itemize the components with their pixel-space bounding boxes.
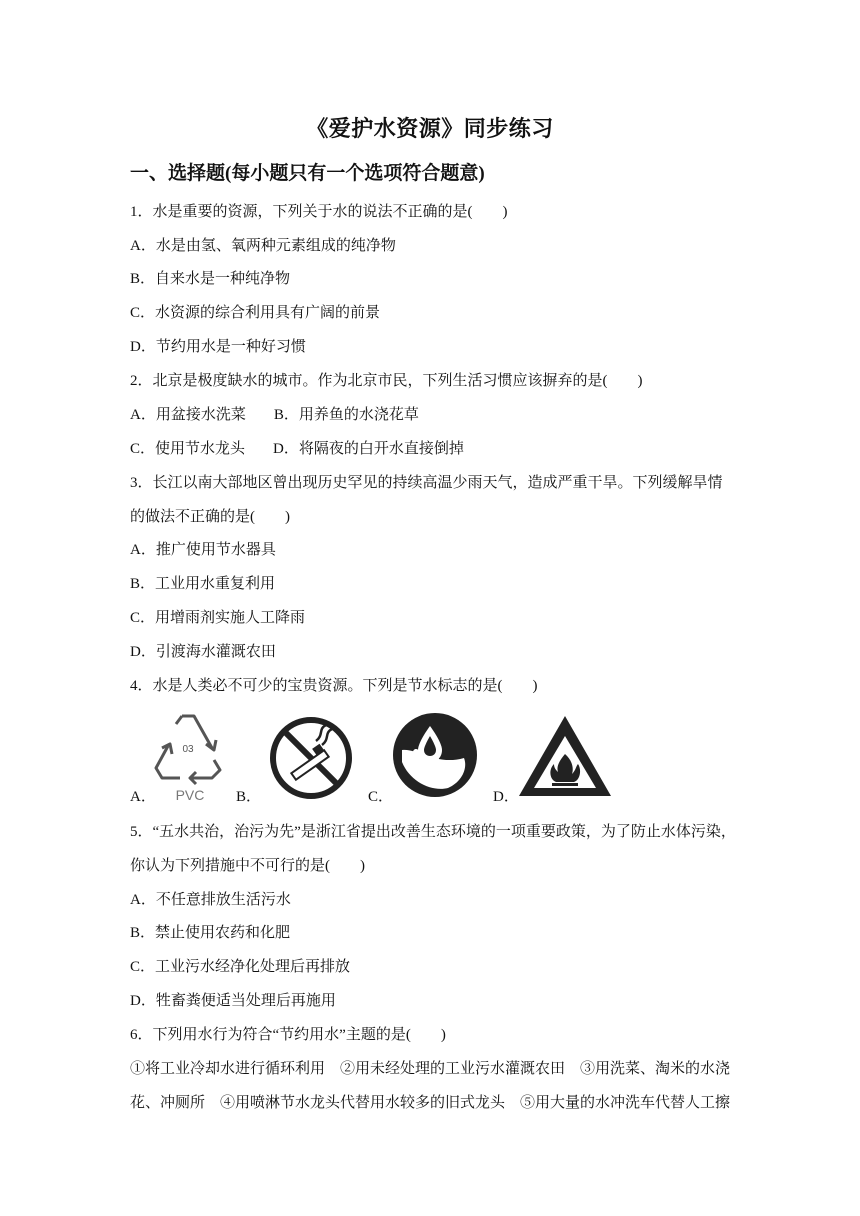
q4-stem: 4．水是人类必不可少的宝贵资源。下列是节水标志的是( ) xyxy=(130,678,538,694)
q5-option-d: D．牲畜粪便适当处理后再施用 xyxy=(130,993,336,1009)
q4-option-d-label: D． xyxy=(493,789,519,805)
q4-option-b-label: B． xyxy=(236,789,262,805)
recycle-icon xyxy=(150,708,226,804)
q3-stem-line1: 3．长江以南大部地区曾出现历史罕见的持续高温少雨天气，造成严重干旱。下列缓解旱情 xyxy=(130,475,723,491)
q1-option-b: B．自来水是一种纯净物 xyxy=(130,271,291,287)
water-saving-icon xyxy=(392,712,478,798)
recycle-label: PVC xyxy=(175,787,205,803)
flammable-warning-icon xyxy=(516,712,614,800)
q2-option-b: B．用养鱼的水浇花草 xyxy=(273,407,419,423)
q6-stem: 6．下列用水行为符合“节约用水”主题的是( ) xyxy=(130,1027,446,1043)
q5-option-b: B．禁止使用农药和化肥 xyxy=(130,925,291,941)
no-smoking-icon xyxy=(268,715,354,801)
q1-option-a: A．水是由氢、氧两种元素组成的纯净物 xyxy=(130,238,396,254)
q5-stem-line2: 你认为下列措施中不可行的是( ) xyxy=(130,858,365,874)
q5-option-c: C．工业污水经净化处理后再排放 xyxy=(130,959,351,975)
q2-option-d: D．将隔夜的白开水直接倒掉 xyxy=(273,441,464,457)
q6-statements-line1: ①将工业冷却水进行循环利用 ②用未经处理的工业污水灌溉农田 ③用洗菜、淘米的水浇 xyxy=(130,1061,731,1077)
q5-option-a: A．不任意排放生活污水 xyxy=(130,892,291,908)
recycle-code: 03 xyxy=(182,744,194,755)
q1-option-c: C．水资源的综合利用具有广阔的前景 xyxy=(130,305,381,321)
q2-option-a: A．用盆接水洗菜 xyxy=(130,407,246,423)
page-title: 《爱护水资源》同步练习 xyxy=(306,116,554,141)
q1-option-d: D．节约用水是一种好习惯 xyxy=(130,339,306,355)
section-heading: 一、选择题(每小题只有一个选项符合题意) xyxy=(130,163,485,184)
q4-option-c-label: C． xyxy=(368,789,394,805)
q2-options-ab xyxy=(130,405,419,425)
q2-stem: 2．北京是极度缺水的城市。作为北京市民，下列生活习惯应该摒弃的是( ) xyxy=(130,373,643,389)
q3-option-c: C．用增雨剂实施人工降雨 xyxy=(130,610,306,626)
q3-option-d: D．引渡海水灌溉农田 xyxy=(130,644,276,660)
q2-option-c: C．使用节水龙头 xyxy=(130,441,246,457)
q5-stem-line1: 5．“五水共治，治污为先”是浙江省提出改善生态环境的一项重要政策，为了防止水体污染， xyxy=(130,824,736,840)
q4-option-a-label: A． xyxy=(130,789,156,805)
q3-stem-line2: 的做法不正确的是( ) xyxy=(130,509,290,525)
q3-option-a: A．推广使用节水器具 xyxy=(130,542,276,558)
q1-stem: 1．水是重要的资源，下列关于水的说法不正确的是( ) xyxy=(130,204,508,220)
q3-option-b: B．工业用水重复利用 xyxy=(130,576,276,592)
q6-statements-line2: 花、冲厕所 ④用喷淋节水龙头代替用水较多的旧式龙头 ⑤用大量的水冲洗车代替人工擦 xyxy=(130,1095,731,1111)
q2-options-cd xyxy=(130,439,464,459)
